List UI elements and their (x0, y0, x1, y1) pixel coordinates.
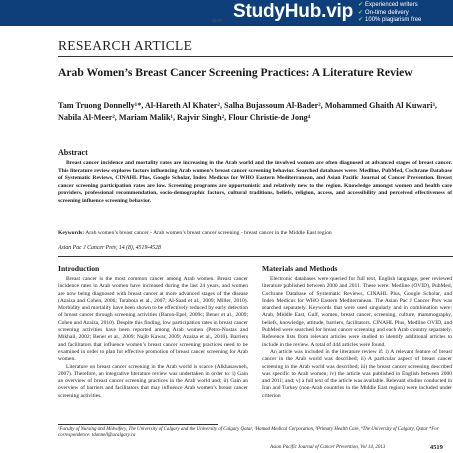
affiliations: ¹Faculty of Nursing and Midwifery, The University of Calgary and the University of Calgary Qatar, ²Hamad Medical Corporation, ³Primary Health Care, ⁴The University of Calgary, Qatar *For correspondence: tdonnell@ucalgary.ca (58, 427, 439, 439)
running-head: Arab (212, 19, 222, 24)
methods-heading: Materials and Methods (262, 264, 338, 273)
section-label: RESEARCH ARTICLE (58, 38, 193, 53)
check-icon: ✔ (358, 17, 364, 23)
footnote-divider (58, 424, 218, 425)
article-title: Arab Women’s Breast Cancer Screening Practices: A Literature Review (58, 66, 413, 79)
paragraph: Breast cancer is the most common cancer among Arab women. Breast cancer incidence rates in Arab women have increased during the last 24 years, and women are now being diagnosed with breast cancer at more advanced stages of the disease (Azaiza and Cohen, 2006; Taraboia et al., 2007; Al-Saad et al., 2009; Miller, 2010). Morbidity and mortality have been shown to be effectively reduced by early detection of breast cancer through screening activities (Baron-Epel, 2009c; Bener et al., 2009; Cohen and Azaiza, 2010). Despite this finding, low participation rates in breast cancer screening activities have been reported among Arab women (Petro-Nustas and Mikhail, 2002; Bener et al., 2009; Najib Kawar, 2009; Azaiza et al., 2010). Barriers and facilitators that influence women’s breast cancer screening practices need to be examined in order to plan for effective promotion of breast cancer screening for Arab women. (58, 276, 248, 363)
check-icon: ✔ (358, 9, 364, 16)
abstract-text: Breast cancer incidence and mortality rates are increasing in the Arab world and the involved women are often diagnosed at advanced stages of breast cancer. This literature review explores factors influencing Arab women’s breast cancer screening behavior. Searched databases were: Medline, PubMed, Cochrane Database of Systematic Reviews, CINAHL Plus, Google Scholar, Index Medicus for WHO Eastern Mediterranean, and Asian Pacific Journal of Cancer Prevention. Breast cancer screening participation rates are low. Screening programs are opportunistic and relatively new to the region. Knowledge amongst women and health care providers, professional recommendation, socio-demographic factors, cultural traditions, beliefs, religion, access, and accessibility and perceived effectiveness of screening influence screening behavior. (58, 160, 452, 204)
keywords-text: Arab women’s breast cancer - Arab women’s breast cancer screening - breast cancer in the Middle East region (84, 230, 332, 236)
check-icon: ✔ (358, 2, 364, 8)
citation: Asian Pac J Cancer Prev, 14 (8), 4519-4528 (58, 245, 161, 251)
journal-footer: Asian Pacific Journal of Cancer Prevention, Vol 14, 2013 (270, 445, 386, 450)
keywords-label: Keywords: (58, 230, 85, 236)
studyhub-logo[interactable]: StudyHub.vip (233, 1, 354, 22)
paragraph: Electronic databases were queried for full text, English language, peer reviewed literature published between 2000 and 2011. These were: Medline (OVID), PubMed, Cochrane Database of Systematic Reviews, CINAHL Plus, Google Scholar, and Index Medicus for WHO Eastern Mediterranean. The Asian Pac J Cancer Prev was searched separately. Keywords that were used singularly and in combination were: Arab, Middle East, Gulf, women, breast cancer, screening, culture, mammography, beliefs, knowledge, attitude, barriers, facilitators. CINAHL Plus, Medline OVID, and PubMed were searched for breast cancer screening and each Arab country separately. Reference lists from relevant articles were studied to identify additional articles to include in the review. A total of 444 articles were found. (262, 276, 452, 348)
divider (58, 256, 453, 257)
banner-feature-item: ✔ 100% plagiarism free (358, 17, 422, 23)
banner-features (358, 2, 421, 25)
author-list: Tam Truong Donnelly¹*, Al-Hareth Al Khater², Salha Bujassoum Al-Bader², Mohammed Ghaith Al Kuwari³, Nabila Al-Meer², Mariam Malik¹, Rajvir Singh², Flour Christie-de Jong⁴ (58, 101, 437, 122)
paragraph: An article was included in the literature review if: i) A relevant feature of breast cancer in the Arab world was described; ii) A particular aspect of breast cancer screening in the Arab world was described; iii) the breast cancer screening described was specific to Arab women; iv) the article was published in English between 2000 and 2011; and; v) a full text of the article was available. Relevant studies conducted in Iran and Turkey (non-Arab countries in the Middle East region) were included under criterion (262, 348, 452, 399)
divider (58, 56, 453, 57)
intro-heading: Introduction (58, 264, 100, 273)
methods-column (262, 276, 452, 423)
promo-banner[interactable] (0, 0, 453, 26)
page-number: 4519 (430, 444, 443, 451)
banner-feature-item: ✔ On-time delivery (358, 9, 409, 16)
abstract-heading: Abstract (58, 148, 88, 157)
keywords (58, 230, 452, 237)
banner-feature-item: ✔ Experienced writers (358, 2, 418, 8)
intro-column (58, 276, 248, 423)
paragraph: Literature on breast cancer screening in the Arab world is scarce (Alkhasawneh, 2007). Therefore, an integrative literature review was undertaken in order to: i) Gain an overview of breast cancer screening practices in the Arab world and; ii) Gain an overview of barriers and facilitators that may influence Arab women’s breast cancer screening activities. (58, 363, 248, 399)
